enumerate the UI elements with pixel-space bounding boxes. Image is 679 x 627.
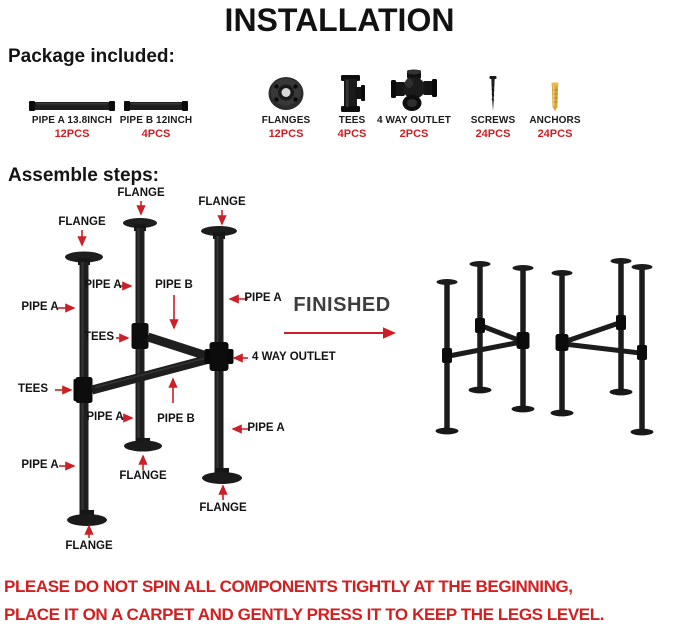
finished-assemblies-drawing — [436, 258, 654, 435]
label-pipe-b-upper: PIPE B — [155, 279, 193, 291]
label-flange-top-middle: FLANGE — [117, 187, 165, 199]
package-item-anchors — [524, 70, 586, 140]
label-flange-bottom-left: FLANGE — [65, 540, 113, 552]
label-flange-bottom-middle: FLANGE — [119, 470, 167, 482]
package-item-label: ANCHORS — [529, 115, 581, 126]
warning-text — [4, 573, 677, 627]
package-item-label: PIPE B 12INCH — [119, 115, 193, 126]
label-pipe-a-lower-left: PIPE A — [21, 459, 59, 471]
pipe-a-icon — [22, 70, 122, 112]
package-item-pipe-a — [22, 70, 122, 140]
warning-line-1: PLEASE DO NOT SPIN ALL COMPONENTS TIGHTLY AT THE BEGINNING, — [4, 577, 573, 596]
label-pipe-a-lower-right: PIPE A — [247, 422, 285, 434]
package-item-count: 24PCS — [475, 128, 511, 140]
package-item-count: 2PCS — [399, 128, 429, 140]
label-tees-upper: TEES — [83, 331, 115, 343]
finished-assembly-left — [436, 261, 535, 434]
package-item-four-way-outlet — [376, 70, 452, 140]
label-four-way-outlet: 4 WAY OUTLET — [252, 351, 336, 363]
package-item-label: PIPE A 13.8INCH — [31, 115, 113, 126]
package-item-label: 4 WAY OUTLET — [377, 115, 451, 126]
label-tees-lower: TEES — [17, 383, 49, 395]
package-item-label: FLANGES — [261, 115, 311, 126]
page-title: INSTALLATION — [224, 2, 455, 38]
package-item-count: 4PCS — [141, 128, 171, 140]
label-pipe-a-upper-right: PIPE A — [244, 292, 282, 304]
finished-label: FINISHED — [293, 294, 391, 316]
pipe-b-icon — [118, 70, 194, 112]
warning-line-2: PLACE IT ON A CARPET AND GENTLY PRESS IT TO KEEP THE LEGS LEVEL. — [4, 605, 605, 624]
label-pipe-a-upper-middle: PIPE A — [84, 279, 122, 291]
label-flange-top-left: FLANGE — [58, 216, 106, 228]
package-item-pipe-b — [118, 70, 194, 140]
package-item-count: 12PCS — [54, 128, 90, 140]
package-item-flanges — [254, 70, 318, 140]
label-pipe-a-middle: PIPE A — [86, 411, 124, 423]
label-pipe-a-left: PIPE A — [21, 301, 59, 313]
assembly-diagram — [0, 180, 679, 580]
package-item-tees — [328, 70, 376, 140]
finished-assembly-right — [551, 258, 654, 435]
screw-icon — [464, 70, 522, 112]
package-item-label: TEES — [338, 115, 366, 126]
assemble-steps-heading: Assemble steps: — [8, 165, 160, 186]
four-way-outlet-icon — [376, 70, 452, 112]
package-item-count: 4PCS — [337, 128, 367, 140]
label-flange-bottom-right: FLANGE — [199, 502, 247, 514]
label-pipe-b-lower: PIPE B — [157, 413, 195, 425]
label-flange-top-right: FLANGE — [198, 196, 246, 208]
flange-icon — [254, 70, 318, 112]
tee-icon — [328, 70, 376, 112]
anchor-icon — [524, 70, 586, 112]
package-item-label: SCREWS — [470, 115, 516, 126]
package-item-count: 12PCS — [268, 128, 304, 140]
package-item-screws — [464, 70, 522, 140]
package-item-count: 24PCS — [537, 128, 573, 140]
package-included-heading: Package included: — [8, 46, 175, 67]
